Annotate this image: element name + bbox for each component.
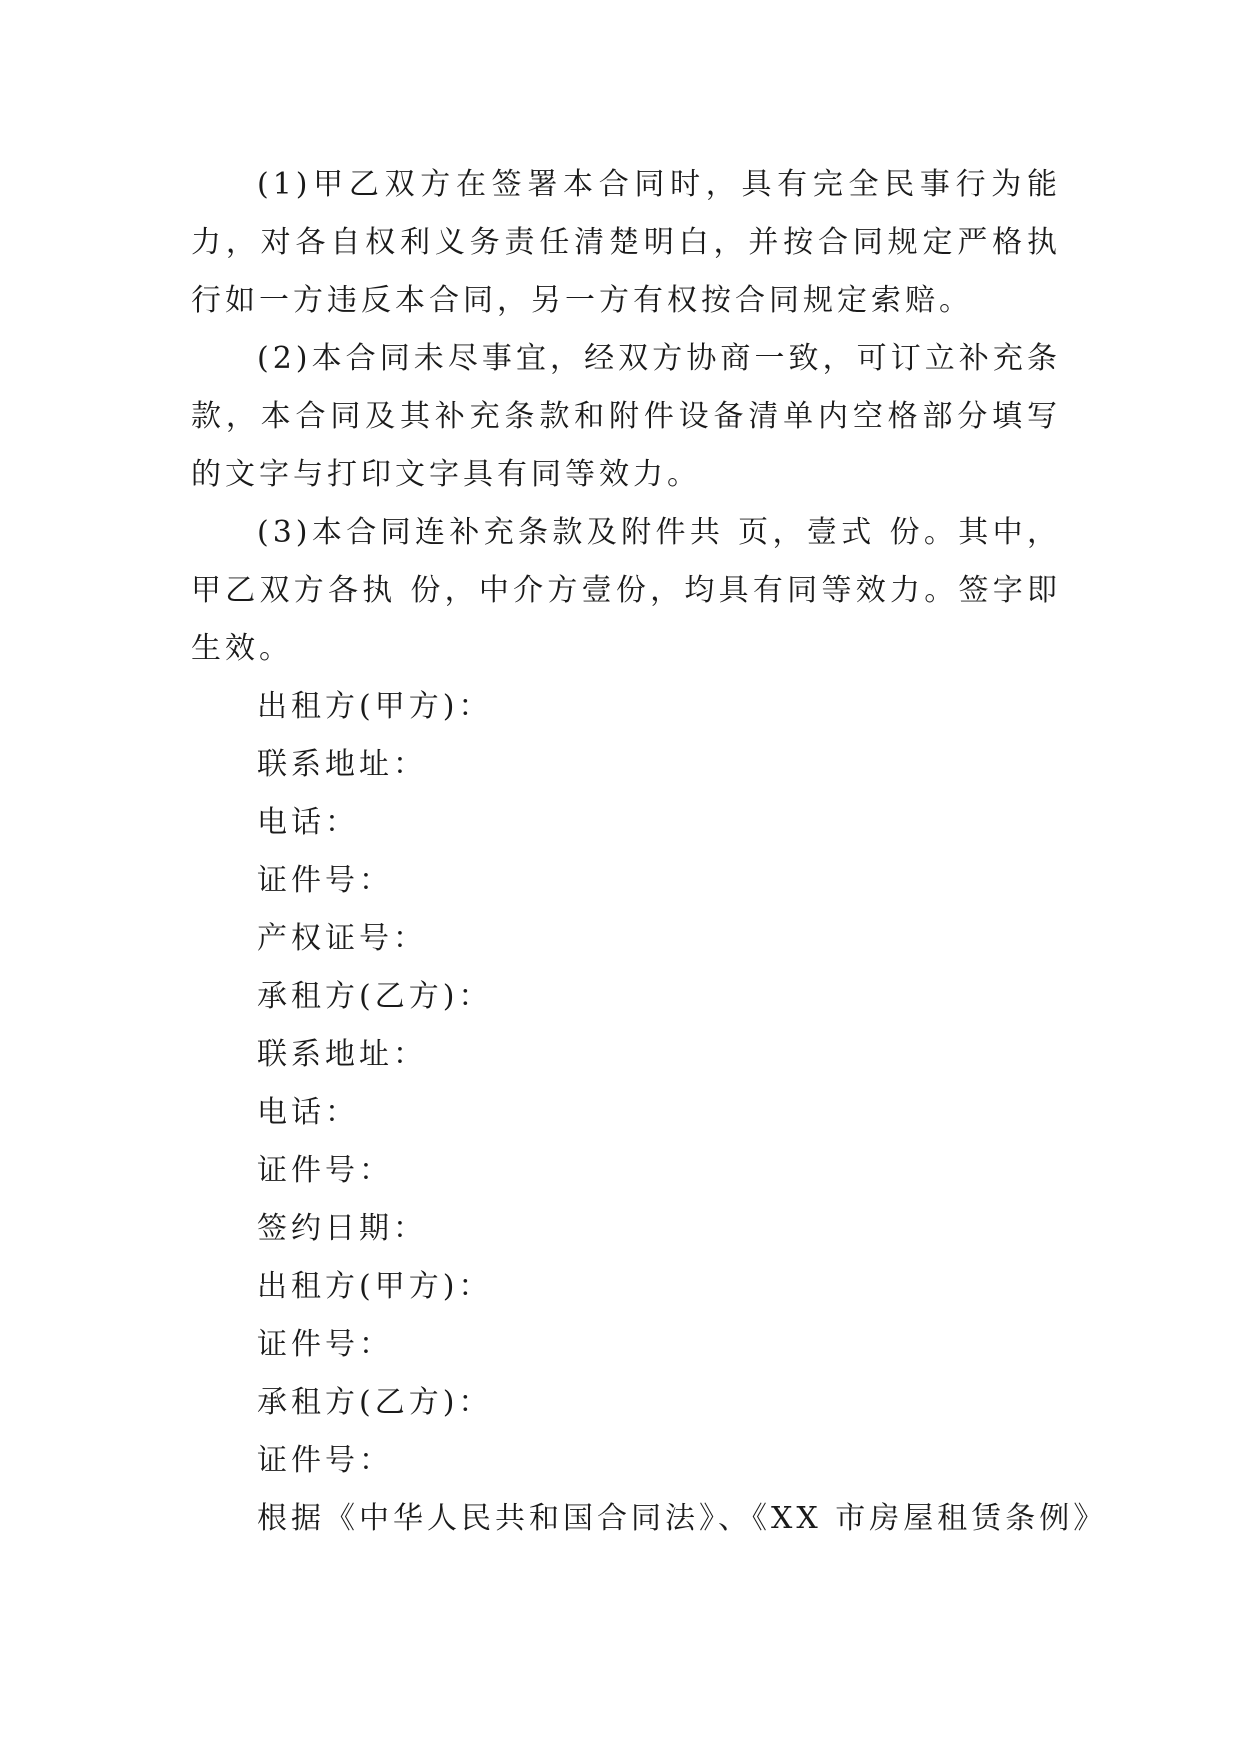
lessor-address-label: 联系地址： [257, 747, 427, 782]
lessor-label: 出租方(甲方)： [257, 689, 493, 724]
lessee-phone-label: 电话： [257, 1095, 359, 1130]
lessee-address-label: 联系地址： [257, 1037, 427, 1072]
lessee-id-label: 证件号： [257, 1153, 393, 1188]
clause-3: (3)本合同连补充条款及附件共 页，壹式 份。其中，甲乙双方各执 份，中介方壹份，均具有同等效力。签字即生效。 [191, 515, 1061, 666]
lessee-id-label-2: 证件号： [257, 1443, 393, 1478]
property-cert-label: 产权证号： [257, 921, 427, 956]
clause-1: (1)甲乙双方在签署本合同时，具有完全民事行为能力，对各自权利义务责任清楚明白，并按合同规定严格执行如一方违反本合同，另一方有权按合同规定索赔。 [191, 167, 1061, 318]
sign-date-label: 签约日期： [257, 1211, 427, 1246]
lessor-phone-label: 电话： [257, 805, 359, 840]
clause-2: (2)本合同未尽事宜，经双方协商一致，可订立补充条款，本合同及其补充条款和附件设备清单内空格部分填写的文字与打印文字具有同等效力。 [191, 341, 1061, 492]
lessor-label-2: 出租方(甲方)： [257, 1269, 493, 1304]
closing-line: 根据《中华人民共和国合同法》、《XX 市房屋租赁条例》 [257, 1501, 1108, 1536]
document-body [191, 156, 1108, 1548]
lessor-id-label-2: 证件号： [257, 1327, 393, 1362]
lessee-label-2: 承租方(乙方)： [257, 1385, 493, 1420]
lessee-label: 承租方(乙方)： [257, 979, 493, 1014]
lessor-id-label: 证件号： [257, 863, 393, 898]
